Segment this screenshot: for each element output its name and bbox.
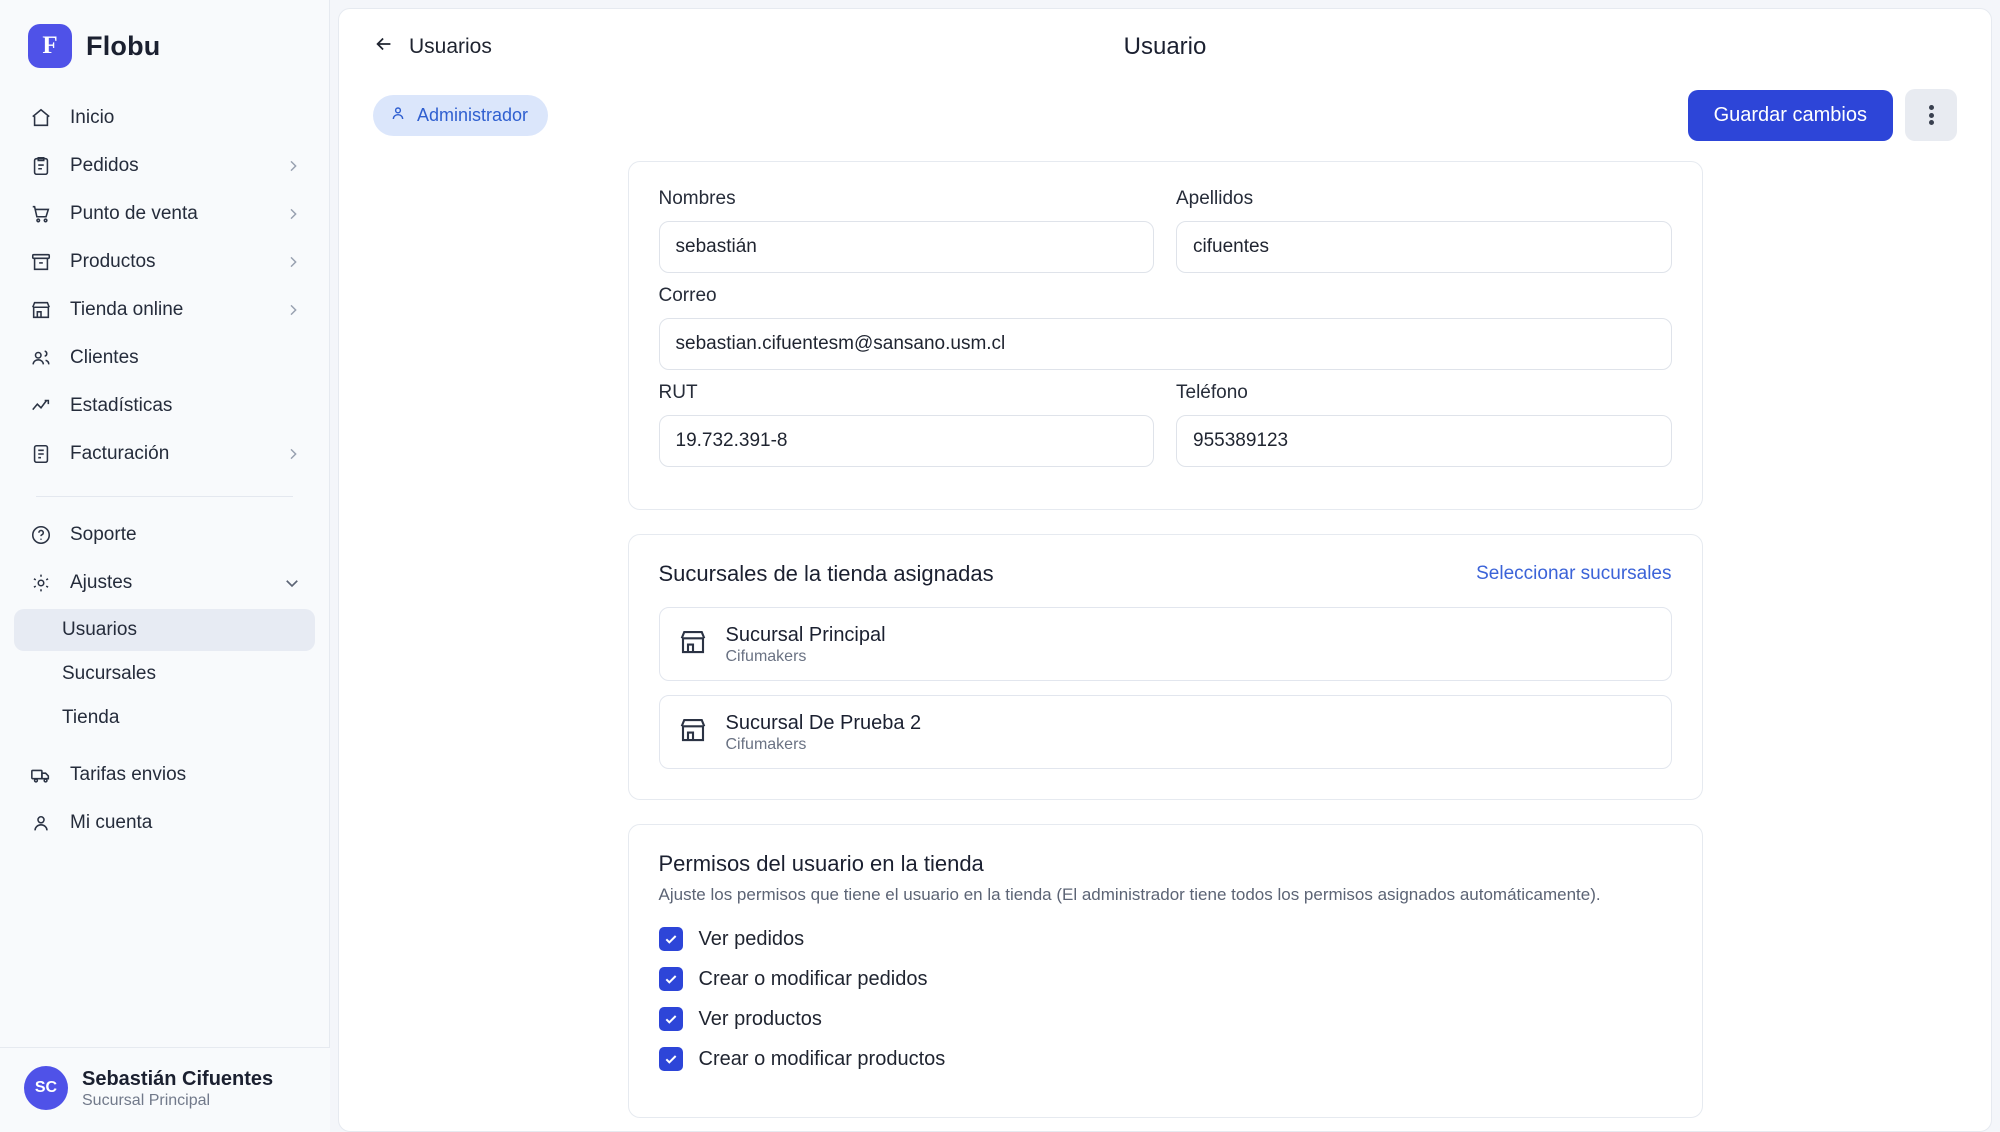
sidebar-item-label: Mi cuenta xyxy=(70,812,153,833)
chevron-down-icon xyxy=(283,574,301,592)
chevron-right-icon xyxy=(285,446,301,462)
content-panel xyxy=(338,8,1992,1132)
footer-user-branch: Sucursal Principal xyxy=(82,1091,211,1109)
sidebar-item-estadisticas[interactable] xyxy=(14,382,315,430)
permission-label: Crear o modificar productos xyxy=(698,1047,946,1070)
sidebar-item-label: Ajustes xyxy=(70,572,133,593)
sidebar-item-label: Pedidos xyxy=(70,155,139,176)
sidebar-item-productos[interactable] xyxy=(14,238,315,286)
sidebar-divider xyxy=(36,496,293,497)
subbar xyxy=(339,85,1991,145)
permission-row[interactable] xyxy=(659,1047,1672,1071)
chevron-right-icon xyxy=(285,158,301,174)
sidebar-item-pedidos[interactable] xyxy=(14,142,315,190)
back-label: Usuarios xyxy=(409,35,492,58)
branch-company: Cifumakers xyxy=(725,736,807,753)
arrow-left-icon xyxy=(373,33,395,61)
branches-header xyxy=(659,561,1672,587)
kebab-menu-icon xyxy=(1929,103,1934,128)
list-item[interactable] xyxy=(659,695,1672,769)
field-apellidos xyxy=(1176,188,1672,273)
field-nombres xyxy=(659,188,1155,273)
primary-nav xyxy=(0,90,329,847)
brand[interactable] xyxy=(0,0,329,90)
branches-card xyxy=(628,534,1703,800)
sidebar-item-label: Tarifas envios xyxy=(70,764,187,785)
field-telefono xyxy=(1176,382,1672,467)
sidebar-item-facturacion[interactable] xyxy=(14,430,315,478)
field-rut xyxy=(659,382,1155,467)
correo-input[interactable] xyxy=(659,318,1672,370)
clipboard-icon xyxy=(28,155,54,177)
truck-icon xyxy=(28,764,54,786)
sidebar-item-label: Clientes xyxy=(70,347,139,368)
main-area xyxy=(330,0,2000,1132)
more-options-button[interactable] xyxy=(1905,89,1957,141)
gear-icon xyxy=(28,572,54,594)
sidebar-item-label: Soporte xyxy=(70,524,137,545)
chevron-right-icon xyxy=(285,206,301,222)
save-button[interactable]: Guardar cambios xyxy=(1688,90,1893,141)
checkbox-checked-icon[interactable] xyxy=(659,927,683,951)
permission-label: Crear o modificar pedidos xyxy=(698,967,928,990)
user-details-card xyxy=(628,161,1703,510)
permissions-card xyxy=(628,824,1703,1118)
page-content xyxy=(339,145,1991,1132)
sidebar-item-tienda[interactable] xyxy=(14,697,315,739)
sidebar-subitem-label: Tienda xyxy=(62,707,120,728)
brand-name: Flobu xyxy=(86,30,161,61)
footer-user-name: Sebastián Cifuentes xyxy=(82,1067,274,1090)
sidebar-item-tarifas-envios[interactable] xyxy=(14,751,315,799)
sidebar-item-label: Estadísticas xyxy=(70,395,173,416)
permission-label: Ver pedidos xyxy=(698,927,805,950)
telefono-input[interactable] xyxy=(1176,415,1672,467)
chevron-right-icon xyxy=(285,302,301,318)
permission-row[interactable] xyxy=(659,967,1672,991)
status-badge-role xyxy=(373,95,548,136)
sidebar-item-tienda-online[interactable] xyxy=(14,286,315,334)
chevron-right-icon xyxy=(285,254,301,270)
field-correo xyxy=(659,285,1672,370)
sidebar-item-ajustes[interactable] xyxy=(14,559,315,607)
name-row xyxy=(659,188,1672,285)
sidebar-item-usuarios[interactable] xyxy=(14,609,315,651)
checkbox-checked-icon[interactable] xyxy=(659,967,683,991)
sidebar xyxy=(0,0,330,1132)
sidebar-footer-user[interactable] xyxy=(0,1047,330,1132)
branch-name: Sucursal Principal xyxy=(725,624,886,646)
sidebar-item-punto-de-venta[interactable] xyxy=(14,190,315,238)
list-item[interactable] xyxy=(659,607,1672,681)
branch-name: Sucursal De Prueba 2 xyxy=(725,712,922,734)
sidebar-item-label: Facturación xyxy=(70,443,170,464)
select-branches-link[interactable]: Seleccionar sucursales xyxy=(1476,563,1672,584)
rut-input[interactable] xyxy=(659,415,1155,467)
sidebar-item-soporte[interactable] xyxy=(14,511,315,559)
permission-row[interactable] xyxy=(659,927,1672,951)
nombres-input[interactable] xyxy=(659,221,1155,273)
topbar-actions xyxy=(1688,89,1957,141)
sidebar-item-clientes[interactable] xyxy=(14,334,315,382)
sidebar-item-label: Punto de venta xyxy=(70,203,198,224)
help-icon xyxy=(28,524,54,546)
field-label: Nombres xyxy=(658,188,736,209)
permission-row[interactable] xyxy=(659,1007,1672,1031)
sidebar-item-label: Productos xyxy=(70,251,156,272)
sidebar-item-mi-cuenta[interactable] xyxy=(14,799,315,847)
field-label: Teléfono xyxy=(1176,382,1248,403)
page-title: Usuario xyxy=(1123,33,1207,60)
field-label: Correo xyxy=(658,285,717,306)
person-icon xyxy=(28,812,54,834)
avatar: SC xyxy=(24,1066,68,1110)
store-icon xyxy=(678,715,708,750)
back-to-usuarios-button[interactable] xyxy=(373,33,492,61)
sidebar-subitem-label: Sucursales xyxy=(62,663,156,684)
store-icon xyxy=(678,627,708,662)
chart-icon xyxy=(28,395,54,417)
checkbox-checked-icon[interactable] xyxy=(659,1047,683,1071)
sidebar-item-sucursales[interactable] xyxy=(14,653,315,695)
sidebar-item-label: Tienda online xyxy=(70,299,184,320)
home-icon xyxy=(28,107,54,129)
permissions-title: Permisos del usuario en la tienda xyxy=(658,851,984,876)
checkbox-checked-icon[interactable] xyxy=(659,1007,683,1031)
id-row xyxy=(659,382,1672,479)
branch-company: Cifumakers xyxy=(725,648,807,665)
role-label: Administrador xyxy=(417,104,529,125)
field-label: Apellidos xyxy=(1176,188,1254,209)
sidebar-item-inicio[interactable] xyxy=(14,94,315,142)
box-icon xyxy=(28,251,54,273)
sidebar-item-label: Inicio xyxy=(70,107,115,128)
person-icon xyxy=(389,104,407,127)
topbar xyxy=(339,9,1991,85)
apellidos-input[interactable] xyxy=(1176,221,1672,273)
cart-icon xyxy=(28,203,54,225)
brand-logo-icon: F xyxy=(28,24,72,68)
permission-label: Ver productos xyxy=(698,1007,822,1030)
invoice-icon xyxy=(28,443,54,465)
sidebar-subitem-label: Usuarios xyxy=(62,619,137,640)
store-icon xyxy=(28,299,54,321)
users-icon xyxy=(28,347,54,369)
field-label: RUT xyxy=(658,382,698,403)
permissions-description: Ajuste los permisos que tiene el usuario en la tienda (El administrador tiene todos los permisos asignados automáticamente). xyxy=(658,885,1601,904)
branches-title: Sucursales de la tienda asignadas xyxy=(658,561,994,586)
